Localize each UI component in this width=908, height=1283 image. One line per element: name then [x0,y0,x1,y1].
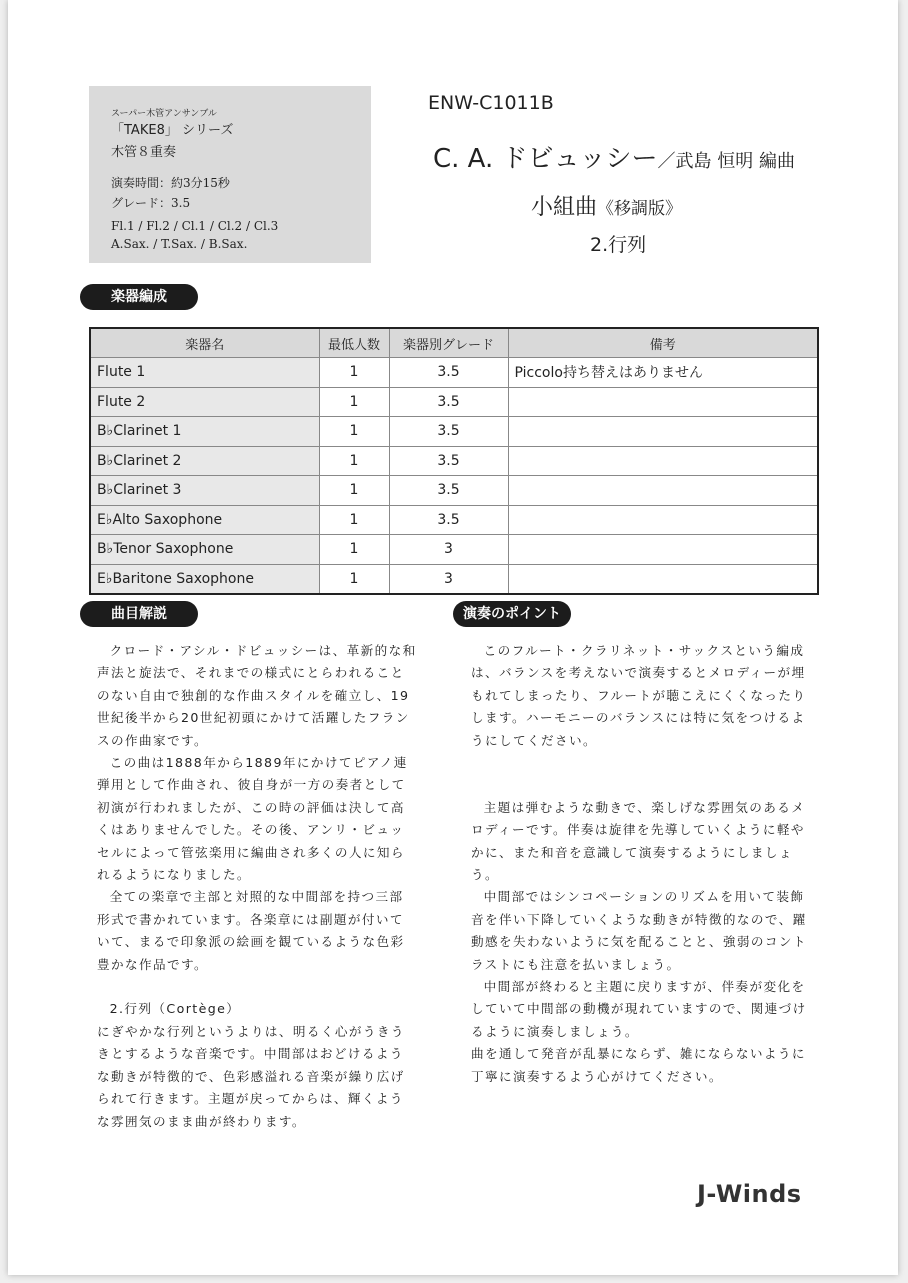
table-row [90,387,818,417]
table-row [90,535,818,565]
min-players: 1 [319,387,389,417]
instrumentation-table [89,327,819,595]
info-box [89,86,371,263]
composer-line [433,138,795,175]
min-players: 1 [319,446,389,476]
col-header: 最低人数 [319,328,389,358]
instrument-grade: 3.5 [389,476,508,506]
instrument-name: Flute 1 [90,358,319,388]
instrument-list-2: A.Sax. / T.Sax. / B.Sax. [111,237,248,251]
note [508,505,818,535]
instrument-grade: 3 [389,564,508,594]
edition: 《移調版》 [597,199,683,219]
min-players: 1 [319,476,389,506]
min-players: 1 [319,564,389,594]
table-row [90,476,818,506]
min-players: 1 [319,358,389,388]
instrument-name: B♭Clarinet 3 [90,476,319,506]
col-header: 楽器名 [90,328,319,358]
instrument-grade: 3.5 [389,387,508,417]
instrument-name: Flute 2 [90,387,319,417]
table-row [90,505,818,535]
performance-paragraph: 中間部ではシンコペーションのリズムを用いて装飾音を伴い下降していくような動きが特徴的なので、躍動感を失わないように気を配ることと、強弱のコントラストにも注意を払いましょう。 [471,889,807,972]
note [508,476,818,506]
composer-name: C. A. ドビュッシー [433,144,658,174]
instrument-grade: 3.5 [389,446,508,476]
section-instrumentation: 楽器編成 [80,284,198,310]
arranger: ／武島 恒明 編曲 [657,151,795,172]
table-row [90,446,818,476]
instrument-name: B♭Clarinet 1 [90,417,319,447]
note: Piccolo持ち替えはありません [508,358,818,388]
commentary-paragraph: 全ての楽章で主部と対照的な中間部を持つ三部形式で書かれています。各楽章には副題が付いていて、まるで印象派の絵画を観ているような色彩豊かな作品です。 [97,889,405,972]
note [508,564,818,594]
section-commentary: 曲目解説 [80,601,198,627]
series-subtitle: スーパー木管アンサンブル [111,109,217,119]
ensemble-type: 木管８重奏 [111,145,177,160]
instrument-name: B♭Tenor Saxophone [90,535,319,565]
movement-title: 2.行列 [590,234,647,256]
commentary-paragraph: クロード・アシル・ドビュッシーは、革新的な和声法と旋法で、それまでの様式にとらわれることのない自由で独創的な作曲スタイルを確立し、19世紀後半から20世紀初頭にかけて活躍したフランスの作曲家です。 [97,643,417,748]
product-code: ENW-C1011B [428,92,554,114]
table-row [90,564,818,594]
min-players: 1 [319,535,389,565]
note [508,535,818,565]
commentary-paragraph: にぎやかな行列というよりは、明るく心がうきうきとするような音楽です。中間部はおどけるような動きが特徴的で、色彩感溢れる音楽が繰り広げられて行きます。主題が戻ってからは、輝くような雰囲気のまま曲が終わります。 [97,1023,405,1129]
min-players: 1 [319,505,389,535]
performance-text [471,640,816,1088]
publisher-logo: J-Winds [697,1180,802,1208]
note [508,446,818,476]
movement-subheading: 2.行列（Cortège） [109,1001,241,1017]
instrument-name: E♭Baritone Saxophone [90,564,319,594]
performance-paragraph: 曲を通して発音が乱暴にならず、雑にならないように丁寧に演奏するよう心がけてください。 [471,1046,806,1084]
instrument-name: E♭Alto Saxophone [90,505,319,535]
table-row [90,358,818,388]
col-header: 楽器別グレード [389,328,508,358]
note [508,417,818,447]
performance-paragraph: 主題は弾むような動きで、楽しげな雰囲気のあるメロディーです。伴奏は旋律を先導していくように軽やかに、また和音を意識して演奏するようにしましょう。 [471,799,806,883]
grade: グレード：3.5 [111,196,191,210]
series-name: 「TAKE8」 シリーズ [111,123,234,138]
commentary-paragraph: この曲は1888年から1889年にかけてピアノ連弾用として作曲され、彼自身が一方の奏者として初演が行われましたが、この時の評価は決して高くはありませんでした。その後、アンリ・ビュッセルによって管弦楽用に編曲され多くの人に知られるようになりました。 [97,755,408,883]
piece-title [531,190,682,221]
min-players: 1 [319,417,389,447]
instrument-name: B♭Clarinet 2 [90,446,319,476]
instrument-grade: 3 [389,535,508,565]
col-header: 備考 [508,328,818,358]
instrument-list-1: Fl.1 / Fl.2 / Cl.1 / Cl.2 / Cl.3 [111,219,279,233]
table-row [90,417,818,447]
instrument-grade: 3.5 [389,505,508,535]
performance-paragraph: このフルート・クラリネット・サックスという編成は、バランスを考えないで演奏するとメロディーが埋もれてしまったり、フルートが聴こえにくくなったりします。ハーモニーのバランスには特に気をつけるようにしてください。 [471,643,807,748]
commentary-text [97,640,417,1133]
section-performance-points: 演奏のポイント [453,601,571,627]
performance-paragraph: 中間部が終わると主題に戻りますが、伴奏が変化をしていて中間部の動機が現れていますので、関連づけるように演奏しましょう。 [471,979,807,1039]
table-header-row [90,328,818,358]
instrument-grade: 3.5 [389,358,508,388]
suite-title: 小組曲 [531,195,598,220]
instrument-grade: 3.5 [389,417,508,447]
note [508,387,818,417]
duration: 演奏時間：約3分15秒 [111,176,230,190]
